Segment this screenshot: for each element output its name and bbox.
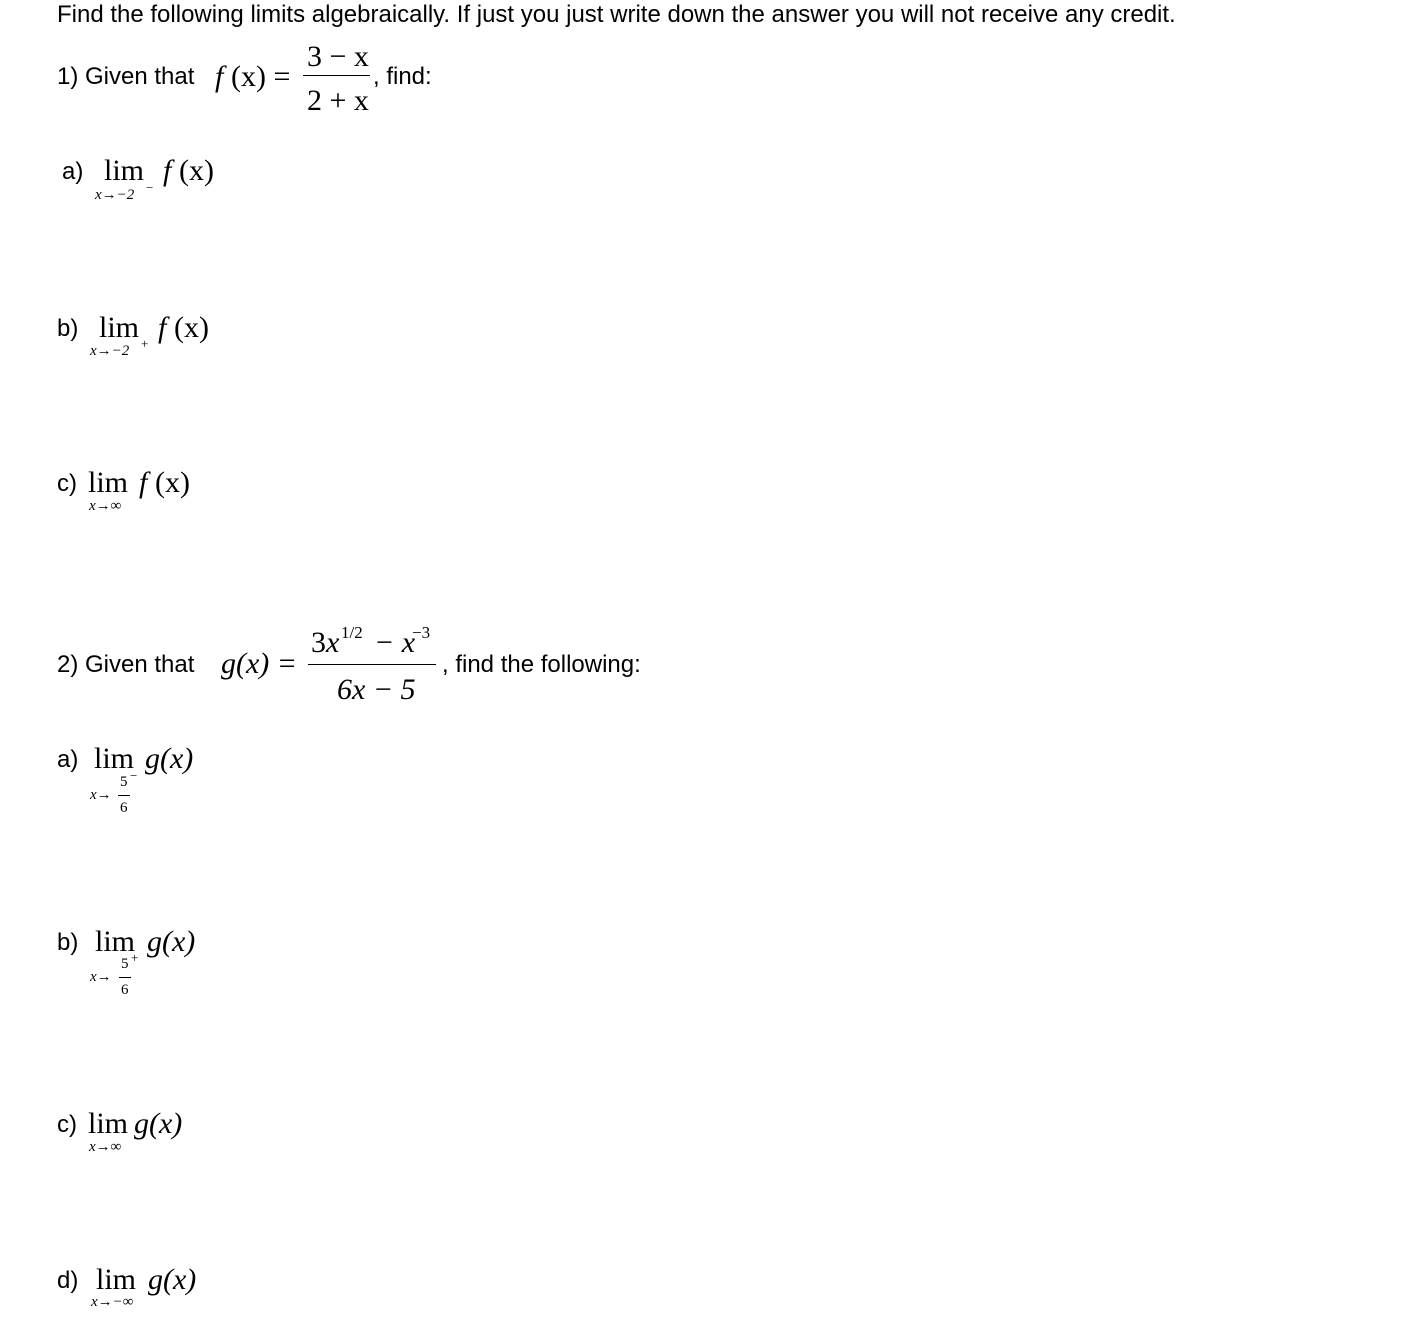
problem-2c-label: c) — [57, 1111, 77, 1138]
problem-2c-lim: lim — [88, 1107, 129, 1140]
problem-1b-side: + — [141, 336, 149, 351]
problem-2-num-minus: − x — [374, 626, 416, 659]
problem-2b-approach: x→ — [90, 969, 112, 985]
problem-2d-lim: lim — [96, 1263, 137, 1296]
problem-2a-expr: g(x) — [145, 742, 194, 775]
problem-2d-approach: x→−∞ — [91, 1294, 134, 1310]
problem-1c-approach: x→∞ — [89, 498, 122, 514]
problem-2a-frac-bar — [118, 795, 130, 796]
problem-2-num-exp2: −3 — [412, 623, 431, 642]
problem-1-tail: , find: — [373, 63, 432, 90]
problem-1-numerator: 3 − x — [307, 40, 369, 73]
problem-2c-expr: g(x) — [134, 1107, 183, 1140]
problem-2-num-x1: x — [326, 626, 340, 659]
problem-1c-lim: lim — [88, 466, 129, 499]
problem-2b-side: + — [131, 950, 139, 965]
problem-2-denominator: 6x − 5 — [337, 673, 416, 706]
problem-2-num-coef: 3 — [311, 626, 326, 659]
problem-2a-frac-num: 5 — [120, 774, 128, 790]
problem-2b-expr: g(x) — [147, 925, 196, 958]
problem-1c-f: f — [139, 466, 148, 499]
problem-1a-approach: x→−2 — [95, 187, 135, 203]
problem-2c-approach: x→∞ — [89, 1139, 122, 1155]
problem-1a-f: f — [163, 154, 172, 187]
problem-2b-label: b) — [57, 929, 79, 956]
problem-1b-lim: lim — [99, 311, 140, 344]
problem-2-tail: , find the following: — [442, 651, 641, 678]
instructions: Find the following limits algebraically. If just you just write down the answer you will not receive any credit. — [57, 1, 1176, 28]
problem-1b-label: b) — [57, 315, 79, 342]
problem-1a-side: − — [146, 180, 154, 195]
problem-1-func-arg: (x) = — [231, 60, 291, 93]
problem-2b-lim: lim — [95, 925, 136, 958]
problem-2b-frac-den: 6 — [121, 982, 129, 998]
problem-2d-label: d) — [57, 1267, 79, 1294]
problem-1b-approach: x→−2 — [90, 343, 130, 359]
problem-1c-label: c) — [57, 470, 77, 497]
problem-1c-arg: (x) — [155, 466, 190, 499]
problem-2a-approach: x→ — [90, 787, 112, 803]
problem-2a-side: − — [130, 768, 138, 783]
problem-2-num-exp1: 1/2 — [341, 623, 363, 642]
problem-1b-arg: (x) — [174, 311, 209, 344]
problem-2d-expr: g(x) — [148, 1263, 197, 1296]
problem-1-lead: 1) Given that — [57, 63, 195, 90]
problem-1b-f: f — [158, 311, 167, 344]
problem-1a-arg: (x) — [179, 154, 214, 187]
problem-2-fraction-bar — [308, 664, 436, 665]
problem-2a-lim: lim — [94, 742, 135, 775]
problem-1-denominator: 2 + x — [307, 84, 369, 117]
problem-1-func-name: f — [215, 60, 224, 93]
problem-2-lead: 2) Given that — [57, 651, 195, 678]
problem-2b-frac-num: 5 — [121, 956, 129, 972]
problem-2a-frac-den: 6 — [120, 800, 128, 816]
problem-1a-lim: lim — [104, 154, 145, 187]
problem-2b-frac-bar — [119, 977, 131, 978]
problem-1a-label: a) — [62, 158, 84, 185]
problem-2a-label: a) — [57, 746, 79, 773]
problem-2-func: g(x) = — [221, 647, 298, 680]
problem-1-fraction-bar — [303, 75, 370, 76]
